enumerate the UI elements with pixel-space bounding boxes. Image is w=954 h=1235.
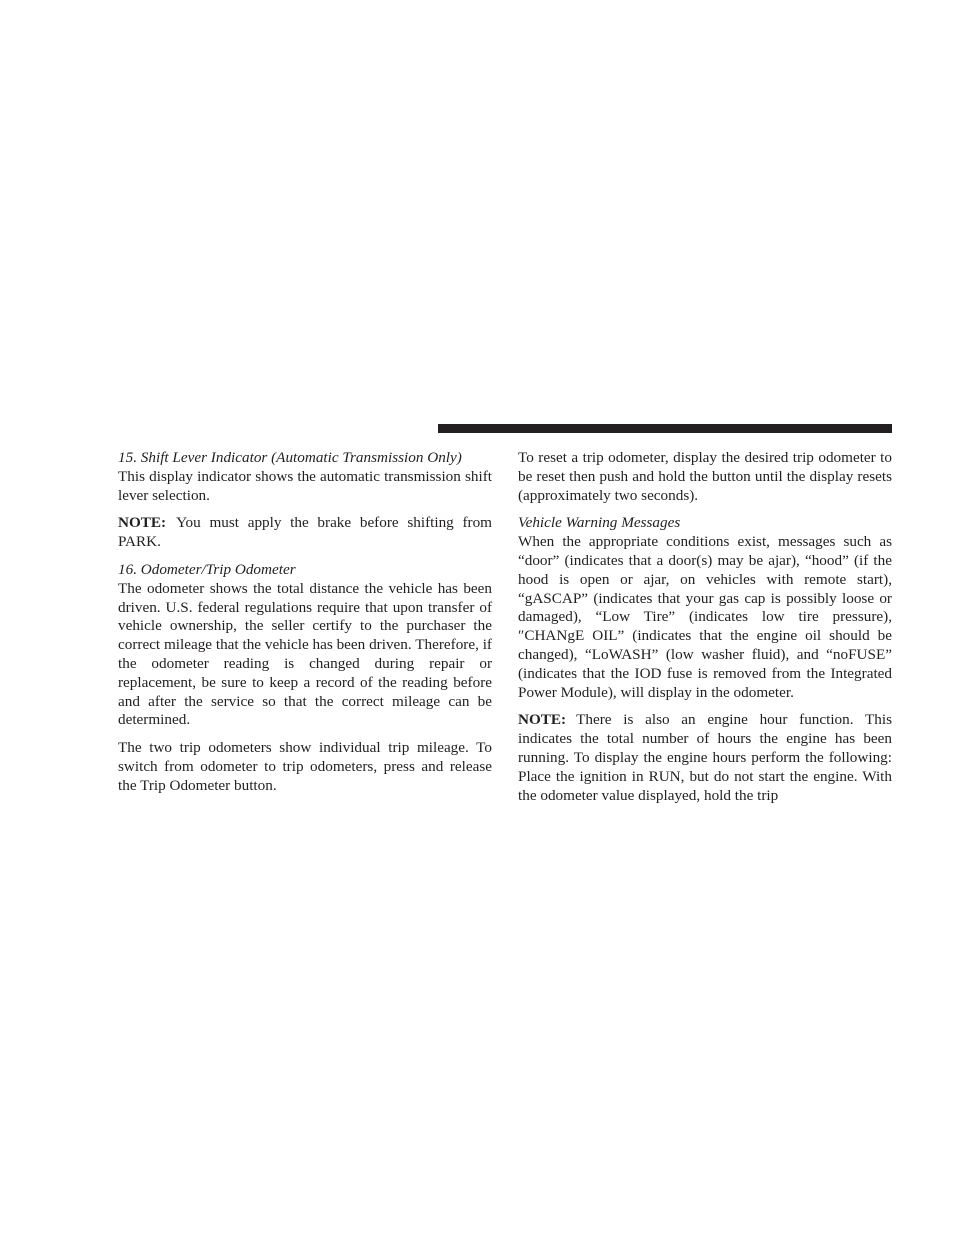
- paragraph-odometer: The odometer shows the total distance the vehicle has been driven. U.S. federal regulations require that upon transfer of vehicle ownership, the seller certify to the purchaser the correct mileage that the vehicle has been driven. Therefore, if the odometer reading is changed during repair or replacement, be sure to keep a record of the reading before and after the service so that the correct mileage can be determined.: [118, 579, 492, 729]
- note-engine-hours: [518, 711, 892, 805]
- heading-odometer: 16. Odometer/Trip Odometer: [118, 560, 296, 578]
- paragraph-trip-odometers: The two trip odometers show individual trip mileage. To switch from odometer to trip odometers, press and release the Trip Odometer button.: [118, 739, 492, 794]
- note-label: NOTE:: [518, 711, 567, 729]
- note-brake: [118, 514, 492, 552]
- heading-shift-lever-indicator: 15. Shift Lever Indicator (Automatic Transmission Only): [118, 449, 462, 466]
- paragraph-reset-trip: To reset a trip odometer, display the desired trip odometer to be reset then push and hold the button until the display resets (approximately two seconds).: [518, 449, 892, 504]
- note-text: There is also an engine hour function. This indicates the total number of hours the engine has been running. To display the engine hours perform the following: Place the ignition in RUN, but do not start the engine. With the odometer value displayed, hold the trip: [518, 711, 892, 804]
- heading-vehicle-warning-messages: Vehicle Warning Messages: [518, 514, 681, 532]
- right-column: [518, 449, 892, 805]
- paragraph-warning-messages: When the appropriate conditions exist, messages such as “door” (indicates that a door(s) may be ajar), “hood” (if the hood is open or ajar, on vehicles with remote start), “gASCAP” (indicates that your gas cap is possibly loose or damaged), “Low Tire” (indicates low tire pressure), ″CHANgE OIL” (indicates that the engine oil should be changed), “LoWASH” (low washer fluid), and “noFUSE” (indicates that the IOD fuse is removed from the Integrated Power Module), will display in the odometer.: [518, 533, 892, 701]
- paragraph-shift-lever: This display indicator shows the automatic transmission shift lever selection.: [118, 467, 492, 504]
- note-label: NOTE:: [118, 514, 167, 532]
- left-column: [118, 449, 492, 796]
- section-header-rule: [438, 424, 892, 433]
- note-text: You must apply the brake before shifting from PARK.: [118, 514, 492, 551]
